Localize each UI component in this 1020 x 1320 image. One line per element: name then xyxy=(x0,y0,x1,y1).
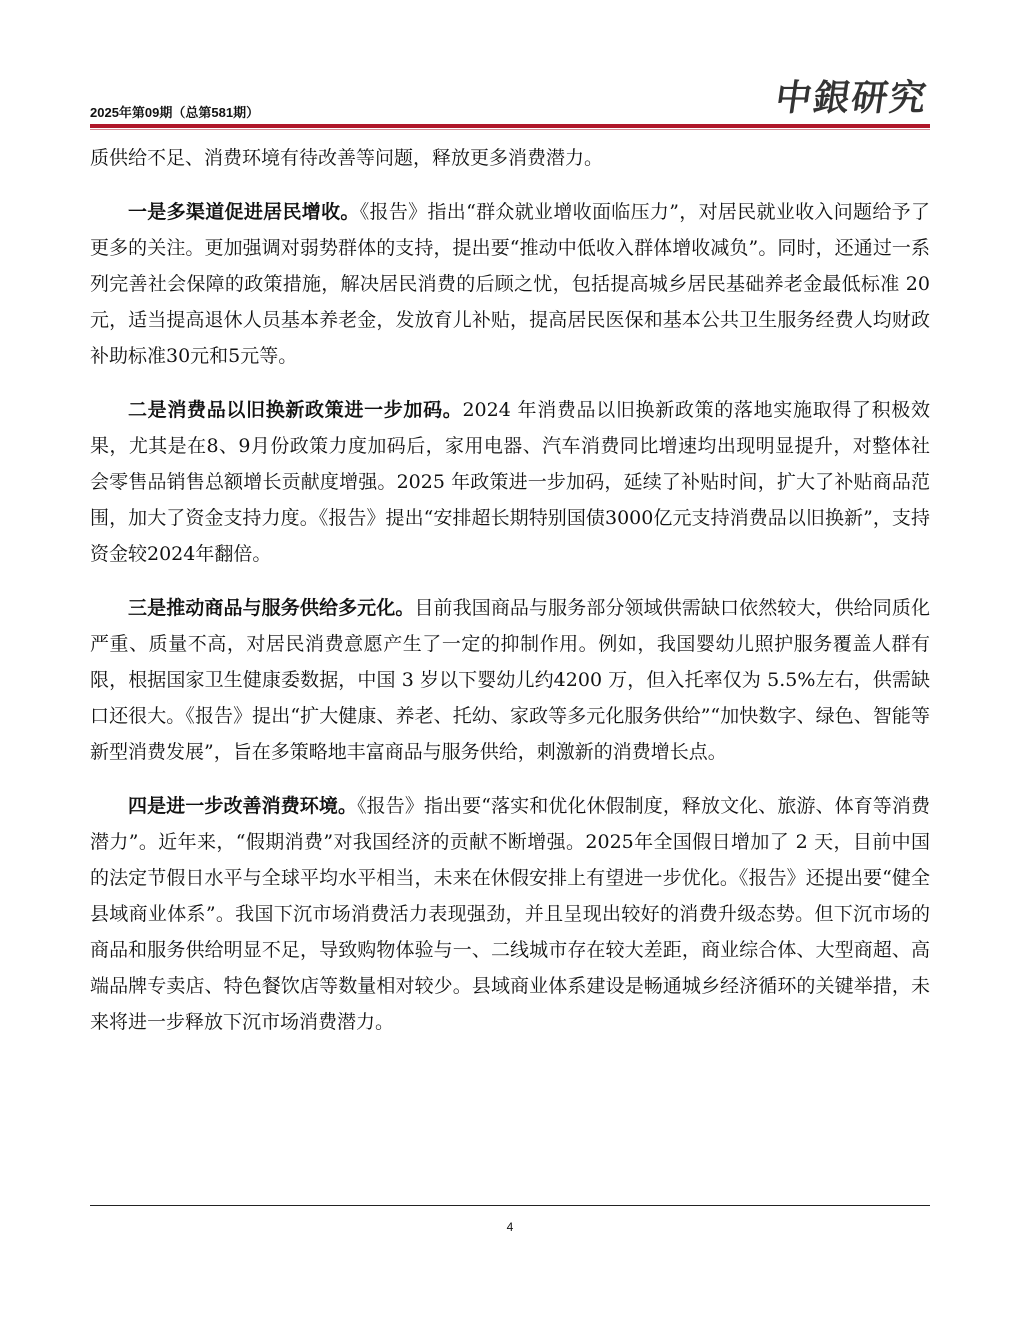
paragraph-lead: 二是消费品以旧换新政策进一步加码。 xyxy=(128,399,463,421)
paragraph-lead: 三是推动商品与服务供给多元化。 xyxy=(128,597,415,619)
paragraph-lead: 一是多渠道促进居民增收。 xyxy=(128,201,360,223)
paragraph xyxy=(90,140,930,176)
paragraph-text: 目前我国商品与服务部分领域供需缺口依然较大，供给同质化严重、质量不高，对居民消费意愿产生了一定的抑制作用。例如，我国婴幼儿照护服务覆盖人群有限，根据国家卫生健康委数据，中国 3 岁以下婴幼儿约4200 万，但入托率仅为 5.5%左右，供需缺口还很大。《报告》提出“扩大健康、养老、托幼、家政等多元化服务供给”“加快数字、绿色、智能等新型消费发展”，旨在多策略地丰富商品与服务供给，刺激新的消费增长点。 xyxy=(90,597,930,763)
paragraph-lead: 四是进一步改善消费环境。 xyxy=(128,795,358,817)
paragraph-text: 质供给不足、消费环境有待改善等问题，释放更多消费潜力。 xyxy=(90,147,604,169)
paragraph xyxy=(90,392,930,572)
brand-logo: 中銀研究 xyxy=(772,77,931,119)
issue-label: 2025年第09期（总第581期） xyxy=(90,105,260,120)
paragraph-text: 《报告》指出“群众就业增收面临压力”，对居民就业收入问题给予了更多的关注。更加强调对弱势群体的支持，提出要“推动中低收入群体增收减负”。同时，还通过一系列完善社会保障的政策措施，解决居民消费的后顾之忧，包括提高城乡居民基础养老金最低标准 20 元，适当提高退休人员基本养老金，发放育儿补贴，提高居民医保和基本公共卫生服务经费人均财政补助标准30元和5元等。 xyxy=(90,201,930,367)
body-text xyxy=(90,140,930,1058)
paragraph-text: 2024 年消费品以旧换新政策的落地实施取得了积极效果，尤其是在8、9月份政策力度加码后，家用电器、汽车消费同比增速均出现明显提升，对整体社会零售品销售总额增长贡献度增强。2025 年政策进一步加码，延续了补贴时间，扩大了补贴商品范围，加大了资金支持力度。《报告》提出“安排超长期特别国债3000亿元支持消费品以旧换新”，支持资金较2024年翻倍。 xyxy=(90,399,930,565)
paragraph xyxy=(90,590,930,770)
page-number: 4 xyxy=(506,1220,514,1234)
header-rule xyxy=(90,124,930,128)
footer-rule xyxy=(90,1205,930,1206)
paragraph xyxy=(90,194,930,374)
paragraph xyxy=(90,788,930,1040)
paragraph-text: 《报告》指出要“落实和优化休假制度，释放文化、旅游、体育等消费潜力”。近年来，“假期消费”对我国经济的贡献不断增强。2025年全国假日增加了 2 天，目前中国的法定节假日水平与全球平均水平相当，未来在休假安排上有望进一步优化。《报告》还提出要“健全县域商业体系”。我国下沉市场消费活力表现强劲，并且呈现出较好的消费升级态势。但下沉市场的商品和服务供给明显不足，导致购物体验与一、二线城市存在较大差距，商业综合体、大型商超、高端品牌专卖店、特色餐饮店等数量相对较少。县域商业体系建设是畅通城乡经济循环的关键举措，未来将进一步释放下沉市场消费潜力。 xyxy=(90,795,930,1033)
header-rule-thin xyxy=(90,129,930,130)
